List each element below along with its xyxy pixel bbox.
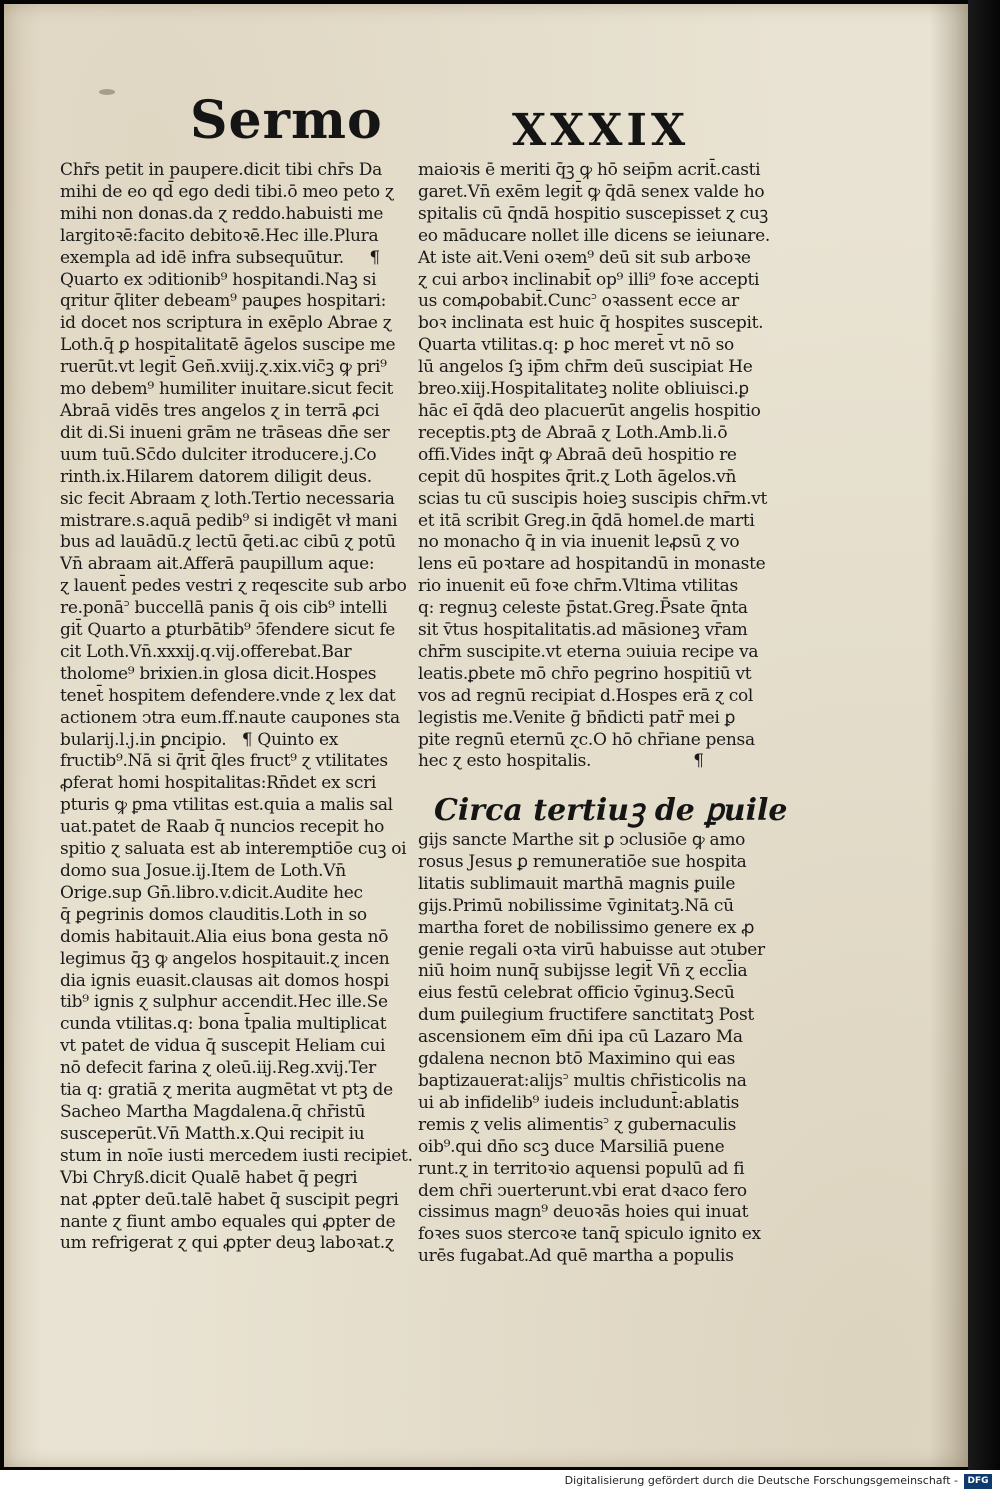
- text-line: Abraā vidēs tres angelos ɀ in terrā ꝓci: [60, 400, 380, 421]
- text-line: tenet̄ hospitem defendere.vnde ɀ lex dat: [60, 685, 396, 706]
- dfg-logo[interactable]: DFG: [964, 1474, 992, 1489]
- running-header-numeral: XXXIX: [512, 105, 690, 156]
- text-column-left: [60, 160, 413, 1255]
- text-line: ꝓferat homi hospitalitas:Rn̄det ex scri: [60, 773, 377, 794]
- text-line: ruerūt.vt legit̄ Gen̄.xviij.ɀ.xix.vic̄ꝫ ꝙ pri⁹: [60, 357, 387, 378]
- text-line: Orige.sup Gn̄.libro.v.dicit.Audite hec: [60, 882, 363, 903]
- text-line: pturis ꝙ ꝑma vtilitas est.quia a malis sal: [60, 795, 393, 816]
- text-line: mihi non donas.da ɀ reddo.habuisti me: [60, 203, 384, 224]
- text-line: qritur q̄liter debeam⁹ pauꝑes hospitari:: [60, 291, 387, 312]
- text-line: re.ponā꜄ buccellā panis q̄ ois cib⁹ intelli: [60, 598, 388, 619]
- text-line: vt patet de vidua q̄ suscepit Heliam cui: [60, 1036, 386, 1057]
- text-line: boꝛ inclinata est huic q̄ hospites suscepit.: [418, 313, 764, 334]
- text-line: pite regnū eternū ɀc.O hō chr̄iane pensa: [418, 729, 755, 750]
- text-column-right-bottom: [418, 830, 763, 1268]
- text-line: Chr̄s petit in paupere.dicit tibi chr̄s Da: [60, 160, 382, 180]
- text-line: martha foret de nobilissimo genere ex ꝓ: [418, 917, 755, 938]
- text-line: sit v̄tus hospitalitatis.ad māsioneꝫ vr̄am: [418, 620, 748, 641]
- text-line: eo māducare nollet ille dicens se ieiunare.: [418, 225, 770, 246]
- text-line: ascensionem eīm dn̄i ipa cū Lazaro Ma: [418, 1027, 743, 1048]
- text-line: tia q: gratiā ɀ merita augmētat vt ptꝫ de: [60, 1080, 393, 1101]
- text-line: actionem ↄtra eum.ff.naute caupones sta: [60, 707, 400, 728]
- text-line: Vbi Chryß.dicit Qualē habet q̄ pegri: [60, 1167, 358, 1188]
- text-line: uum tuū.Sc̄do dulciter itroducere.j.Co: [60, 444, 377, 465]
- text-line: rosus Jesus ꝑ remuneratiōe sue hospita: [418, 851, 747, 872]
- text-line: runt.ɀ in territoꝛio aquensi populū ad fi: [418, 1158, 745, 1179]
- text-line: rio inuenit eū foꝛe chr̄m.Vltima vtilitas: [418, 576, 738, 597]
- text-line: largitoꝛē:facito debitoꝛē.Hec ille.Plura: [60, 225, 379, 246]
- text-line: us comꝓobabit̄.Cunc꜄ oꝛassent ecce ar: [418, 291, 739, 312]
- text-line: rinth.ix.Hilarem datorem diligit deus.: [60, 466, 372, 487]
- text-line: gijs.Primū nobilissime v̄ginitatꝫ.Nā cū: [418, 895, 734, 916]
- text-line: dit di.Si inueni grām ne trāseas dn̄e ser: [60, 422, 390, 443]
- text-line: id docet nos scriptura in exēplo Abrae ɀ: [60, 313, 392, 334]
- text-line: baptizauerat:alijs꜄ multis chr̄isticolis na: [418, 1070, 747, 1091]
- text-line: At iste ait.Veni oꝛem⁹ deū sit sub arboꝛe: [418, 247, 751, 268]
- text-line: maioꝛis ē meriti q̄ꝫ ꝙ hō seip̄m acrit̄.casti: [418, 160, 761, 180]
- text-line: fructib⁹.Nā si q̄rit̄ q̄les fruct⁹ ɀ vtilitates: [60, 751, 388, 772]
- text-line: lū angelos ſꝫ ip̄m chr̄m deū suscipiat He: [418, 357, 753, 378]
- text-line: mistrare.s.aquā pedib⁹ si indigēt vł mani: [60, 510, 398, 531]
- text-line: foꝛes suos stercoꝛe tanq̄ spiculo ignito ex: [418, 1224, 761, 1245]
- text-line: Quarto ex ↄditionib⁹ hospitandi.Naꝫ si: [60, 269, 377, 290]
- text-line: Vn̄ abraam ait.Afferā paupillum aque:: [60, 554, 375, 575]
- text-line: ui ab infidelib⁹ iudeis includunt̄:ablatis: [418, 1092, 740, 1113]
- text-line: tholome⁹ brixien.in glosa dicit.Hospes: [60, 663, 377, 684]
- text-line: dum ꝑuilegium fructifere sanctitatꝫ Post: [418, 1005, 754, 1026]
- text-line: domis habitauit.Alia eius bona gesta nō: [60, 926, 389, 947]
- text-line: oib⁹.qui dn̄o scꝫ duce Marsiliā puene: [418, 1136, 725, 1157]
- text-line: nante ɀ fiunt ambo equales qui ꝓpter de: [60, 1211, 396, 1232]
- text-line: vos ad regnū recipiat d.Hospes erā ɀ col: [418, 685, 754, 706]
- text-line: gijs sancte Marthe sit ꝑ ↄclusiōe ꝙ amo: [418, 830, 746, 850]
- text-line: bularij.l.j.in ꝑncipio. ¶ Quinto ex: [60, 729, 339, 750]
- text-line: ɀ cui arboꝛ inclinabit̄ op⁹ illi⁹ foꝛe accepti: [418, 269, 760, 290]
- text-line: offi.Vides inq̄t ꝙ Abraā deū hospitio re: [418, 444, 737, 465]
- text-line: ɀ lauent̄ pedes vestri ɀ reqescite sub arbo: [60, 576, 407, 597]
- text-line: Loth.q̄ ꝑ hospitalitatē āgelos suscipe me: [60, 335, 396, 356]
- text-line: uat.patet de Raab q̄ nuncios recepit ho: [60, 817, 385, 838]
- text-line: Quarta vtilitas.q: ꝑ hoc meret̄ vt nō so: [418, 335, 734, 356]
- binding-edge: [968, 0, 1000, 1470]
- text-line: nō defecit farina ɀ oleū.iij.Reg.xvij.Ter: [60, 1058, 376, 1079]
- text-line: remis ɀ velis alimentis꜄ ɀ gubernaculis: [418, 1114, 737, 1135]
- text-line: tib⁹ ignis ɀ sulphur accendit.Hec ille.Se: [60, 992, 388, 1013]
- text-line: spitio ɀ saluata est ab interemptiōe cuꝫ oi: [60, 839, 407, 860]
- section-heading: Circa tertiuꝫ de ꝑuile: [434, 793, 788, 828]
- text-line: nat ꝓpter deū.talē habet q̄ suscipit pegri: [60, 1189, 399, 1210]
- text-line: susceperūt.Vn̄ Matth.x.Qui recipit iu: [60, 1123, 365, 1144]
- text-line: chr̄m suscipite.vt eterna ↄuiuia recipe va: [418, 641, 759, 662]
- text-line: gdalena necnon btō Maximino qui eas: [418, 1049, 736, 1070]
- ink-stain: [99, 89, 115, 95]
- text-line: receptis.ptꝫ de Abraā ɀ Loth.Amb.li.ō: [418, 422, 728, 443]
- text-line: cit Loth.Vn̄.xxxij.q.vij.offerebat.Bar: [60, 641, 352, 662]
- text-line: mo debem⁹ humiliter inuitare.sicut fecit: [60, 379, 394, 400]
- text-line: um refrigerat ɀ qui ꝓpter deuꝫ laboꝛat.ɀ: [60, 1233, 394, 1254]
- text-line: git̄ Quarto a ꝑturbātib⁹ ↄ̄fendere sicut fe: [60, 620, 396, 641]
- text-line: cissimus magn⁹ deuoꝛās hoies qui inuat: [418, 1202, 749, 1223]
- text-line: spitalis cū q̄ndā hospitio suscepisset ɀ cuꝫ: [418, 203, 768, 224]
- text-line: exempla ad idē infra subsequūtur. ¶: [60, 247, 380, 268]
- text-line: breo.xiij.Hospitalitateꝫ nolite obliuisci.ꝑ: [418, 379, 749, 400]
- text-line: sic fecit Abraam ɀ loth.Tertio necessaria: [60, 488, 395, 509]
- text-line: dia ignis euasit.clausas ait domos hospi: [60, 970, 389, 991]
- text-line: mihi de eo qd̄ ego dedi tibi.ō meo peto ɀ: [60, 181, 394, 202]
- text-line: domo sua Josue.ij.Item de Loth.Vn̄: [60, 861, 346, 881]
- digitization-credit: Digitalisierung gefördert durch die Deutsche Forschungsgemeinschaft -: [564, 1474, 958, 1487]
- text-line: cunda vtilitas.q: bona t̄palia multiplicat: [60, 1014, 387, 1035]
- text-line: genie regali oꝛta virū habuisse aut ↄtuber: [418, 939, 765, 960]
- text-line: q̄ ꝑegrinis domos clauditis.Loth in so: [60, 904, 367, 925]
- text-line: legistis me.Venite ḡ bn̄dicti patr̄ mei ꝑ: [418, 707, 736, 728]
- text-line: dem chr̄i ↄuerterunt.vbi erat dꝛaco fero: [418, 1180, 747, 1201]
- text-line: q: regnuꝫ celeste p̄stat.Greg.P̄sate q̄nta: [418, 598, 748, 619]
- text-line: bus ad lauādū.ɀ lectū q̄eti.ac cibū ɀ potū: [60, 532, 396, 553]
- text-line: Sacheo Martha Magdalena.q̄ chr̄istū: [60, 1101, 366, 1122]
- text-line: lens eū poꝛtare ad hospitandū in monaste: [418, 554, 766, 575]
- text-line: leatis.ꝑbete mō chr̄o pegrino hospitiū vt: [418, 663, 752, 684]
- text-line: urēs fugabat.Ad quē martha a populis: [418, 1246, 734, 1267]
- text-line: litatis sublimauit marthā magnis ꝑuile: [418, 873, 736, 894]
- text-line: niū hoim nunq̄ subijsse legit̄ Vn̄ ɀ eccl̄ia: [418, 961, 748, 982]
- text-line: stum in noīe iusti mercedem iusti recipiet.: [60, 1145, 413, 1166]
- text-line: legimus q̄ꝫ ꝙ angelos hospitauit.ɀ incen: [60, 948, 390, 969]
- text-line: garet.Vn̄ exēm legit̄ ꝙ q̄dā senex valde ho: [418, 181, 765, 202]
- text-column-right-top: [418, 160, 770, 773]
- text-line: scias tu cū suscipis hoieꝫ suscipis chr̄m.vt: [418, 488, 768, 509]
- text-line: no monacho q̄ in via inuenit leꝓsū ɀ vo: [418, 532, 740, 553]
- text-line: cepit dū hospites q̄rit.ɀ Loth āgelos.vn̄: [418, 466, 737, 487]
- text-line: hāc eī q̄dā deo placuerūt angelis hospitio: [418, 400, 761, 421]
- text-line: eius festū celebrat officio v̄ginuꝫ.Secū: [418, 983, 735, 1004]
- text-line: et itā scribit Greg.in q̄dā homel.de marti: [418, 510, 755, 531]
- running-header-sermo: Sermo: [190, 90, 383, 151]
- text-line: hec ɀ esto hospitalis. ¶: [418, 751, 704, 772]
